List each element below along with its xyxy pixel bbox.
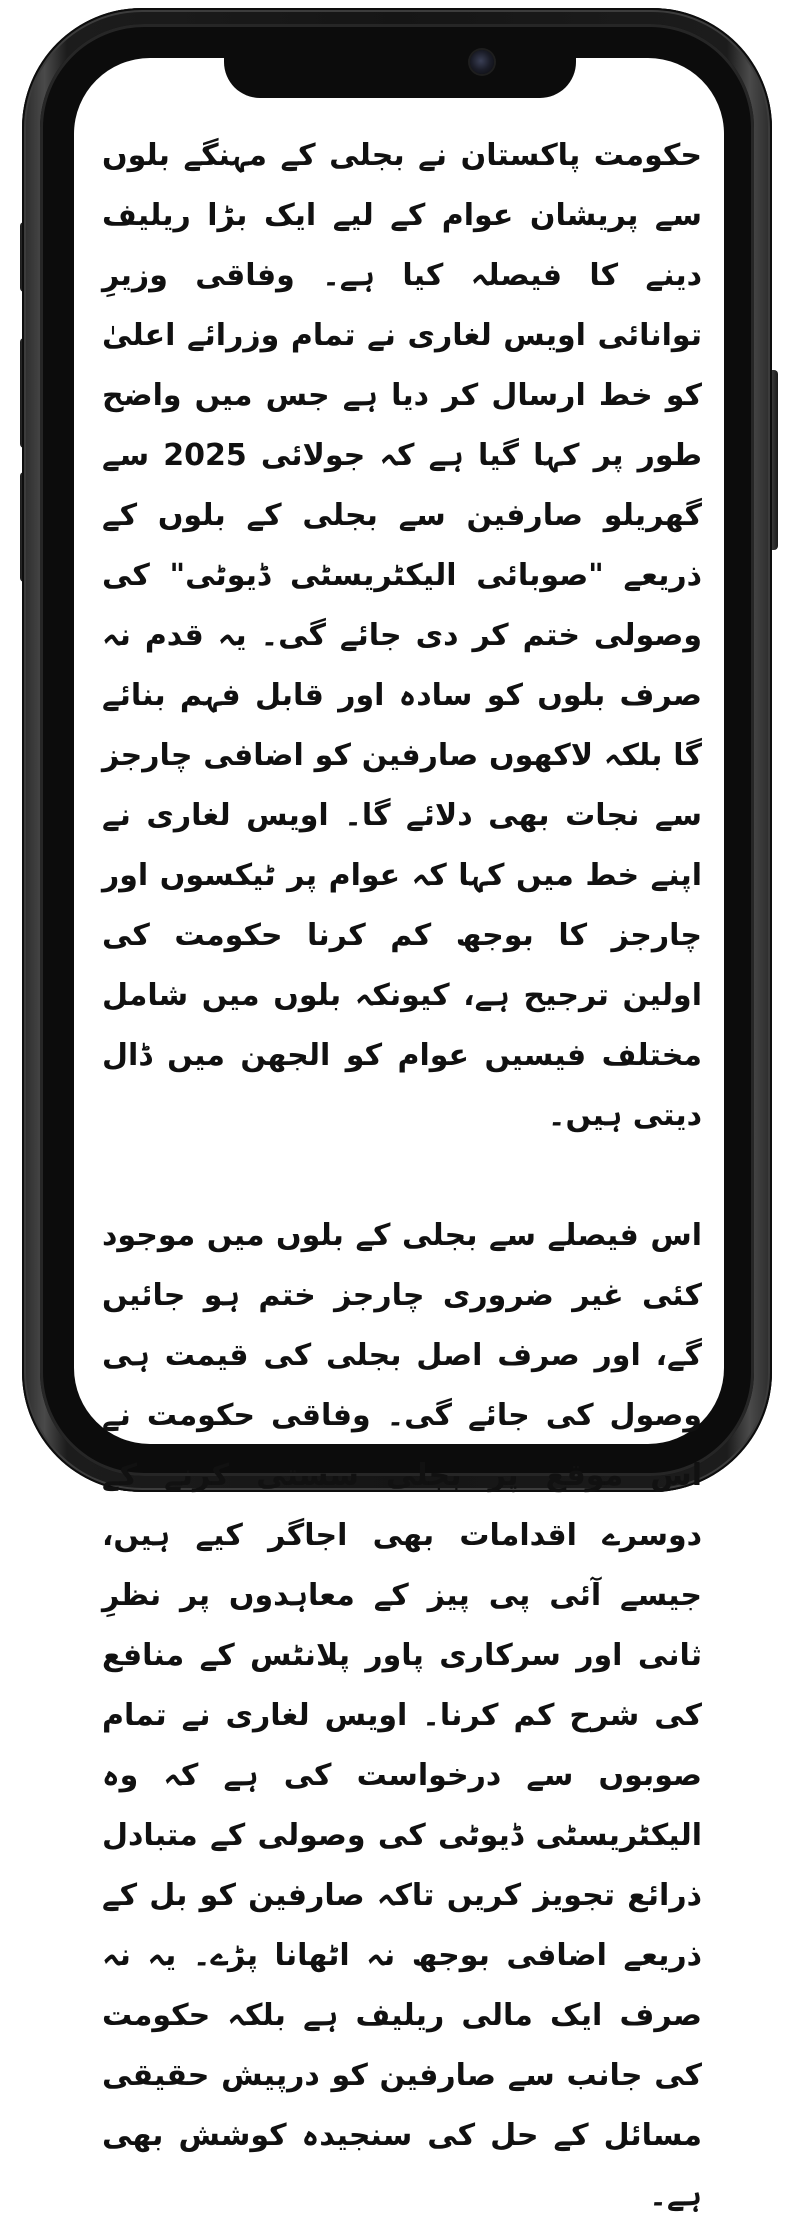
front-camera-icon bbox=[470, 50, 494, 74]
article-paragraph: اس فیصلے سے بجلی کے بلوں میں موجود کئی غیر ضروری چارجز ختم ہو جائیں گے، اور صرف اصل بجلی کی قیمت ہی وصول کی جائے گی۔ وفاقی حکومت نے اس موقع پر بجلی سستی کرنے کے دوسرے اقدامات بھی اجاگر کیے ہیں، جیسے آئی پی پیز کے معاہدوں پر نظرِ ثانی اور سرکاری پاور پلانٹس کے منافع کی شرح کم کرنا۔ اویس لغاری نے تمام صوبوں سے درخواست کی ہے کہ وہ الیکٹریسٹی ڈیوٹی کی وصولی کے متبادل ذرائع تجویز کریں تاکہ صارفین کو بل کے ذریعے اضافی بوجھ نہ اٹھانا پڑے۔ یہ نہ صرف ایک مالی ریلیف ہے بلکہ حکومت کی جانب سے صارفین کو درپیش حقیقی مسائل کے حل کی سنجیدہ کوشش بھی ہے۔ bbox=[102, 1218, 702, 2213]
article-paragraph: حکومت پاکستان نے بجلی کے مہنگے بلوں سے پریشان عوام کے لیے ایک بڑا ریلیف دینے کا فیصلہ کیا ہے۔ وفاقی وزیرِ توانائی اویس لغاری نے تمام وزرائے اعلیٰ کو خط ارسال کر دیا ہے جس میں واضح طور پر کہا گیا ہے کہ جولائی 2025 سے گھریلو صارفین سے بجلی کے بلوں کے ذریعے "صوبائی الیکٹریسٹی ڈیوٹی" کی وصولی ختم کر دی جائے گی۔ یہ قدم نہ صرف بلوں کو سادہ اور قابل فہم بنائے گا بلکہ لاکھوں صارفین کو اضافی چارجز سے نجات بھی دلائے گا۔ اویس لغاری نے اپنے خط میں کہا کہ عوام پر ٹیکسوں اور چارجز کا بوجھ کم کرنا حکومت کی اولین ترجیح ہے، کیونکہ بلوں میں شامل مختلف فیسیں عوام کو الجھن میں ڈال دیتی ہیں۔ bbox=[102, 138, 702, 1133]
notch bbox=[224, 46, 576, 98]
article-body bbox=[102, 126, 702, 2226]
phone-screen[interactable] bbox=[74, 58, 724, 2213]
